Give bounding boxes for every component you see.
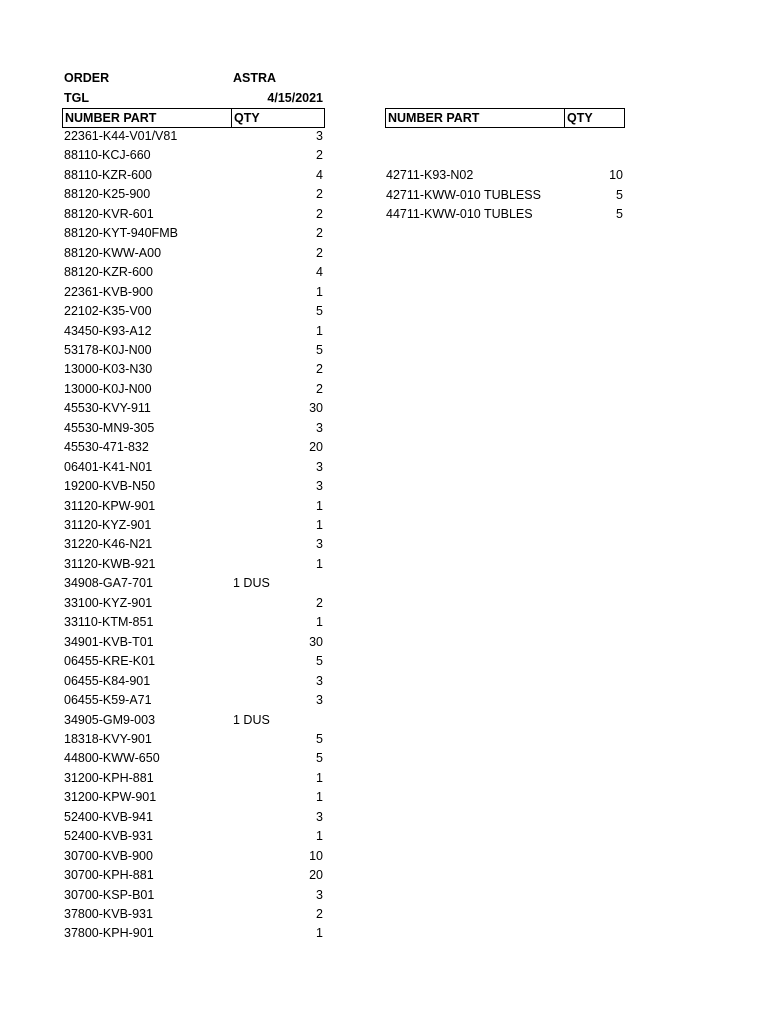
qty-cell: 2 — [316, 246, 323, 260]
part-number-cell: 06401-K41-N01 — [64, 460, 153, 474]
qty-cell: 1 — [316, 829, 323, 843]
qty-cell: 4 — [316, 168, 323, 182]
qty-cell: 3 — [316, 810, 323, 824]
left-col-number-part-header: NUMBER PART — [65, 111, 157, 125]
qty-cell: 5 — [616, 207, 623, 221]
qty-cell: 1 — [316, 324, 323, 338]
part-number-cell: 88110-KZR-600 — [64, 168, 153, 182]
part-number-cell: 45530-MN9-305 — [64, 421, 155, 435]
qty-cell: 3 — [316, 537, 323, 551]
qty-cell: 1 — [316, 615, 323, 629]
qty-cell: 30 — [309, 635, 323, 649]
qty-cell: 10 — [309, 849, 323, 863]
qty-cell: 5 — [316, 751, 323, 765]
part-number-cell: 34905-GM9-003 — [64, 713, 156, 727]
part-number-cell: 37800-KVB-931 — [64, 907, 153, 921]
part-number-cell: 88120-K25-900 — [64, 187, 151, 201]
qty-cell: 20 — [309, 868, 323, 882]
qty-cell: 1 DUS — [233, 713, 270, 727]
part-number-cell: 06455-K59-A71 — [64, 693, 152, 707]
qty-cell — [564, 147, 623, 166]
part-number-cell: 31200-KPH-881 — [64, 771, 154, 785]
part-number-cell: 42711-K93-N02 — [386, 168, 474, 182]
qty-cell: 3 — [316, 693, 323, 707]
qty-cell: 1 — [316, 285, 323, 299]
qty-cell: 1 — [316, 771, 323, 785]
part-number-cell: 19200-KVB-N50 — [64, 479, 156, 493]
part-number-cell: 22361-K44-V01/V81 — [64, 129, 178, 143]
qty-cell: 3 — [316, 460, 323, 474]
part-number-cell: 33100-KYZ-901 — [64, 596, 153, 610]
qty-cell: 2 — [316, 187, 323, 201]
part-number-cell: 88120-KWW-A00 — [64, 246, 162, 260]
part-number-cell: 06455-KRE-K01 — [64, 654, 156, 668]
part-number-cell: 34908-GA7-701 — [64, 576, 153, 590]
qty-cell: 5 — [316, 732, 323, 746]
qty-cell: 20 — [309, 440, 323, 454]
qty-cell: 2 — [316, 382, 323, 396]
qty-cell: 1 — [316, 926, 323, 940]
part-number-cell: 42711-KWW-010 TUBLESS — [386, 188, 541, 202]
left-table-header — [62, 108, 325, 128]
part-number-cell: 30700-KSP-B01 — [64, 888, 155, 902]
qty-cell: 5 — [316, 654, 323, 668]
part-number-cell: 88120-KVR-601 — [64, 207, 154, 221]
part-number-cell: 31120-KWB-921 — [64, 557, 156, 571]
right-col-qty-header: QTY — [567, 111, 593, 125]
part-number-cell: 30700-KPH-881 — [64, 868, 154, 882]
order-value: ASTRA — [233, 71, 277, 85]
qty-cell: 3 — [316, 129, 323, 143]
part-number-cell: 31200-KPW-901 — [64, 790, 157, 804]
qty-cell: 2 — [316, 148, 323, 162]
qty-cell: 1 — [316, 518, 323, 532]
part-number-cell: 43450-K93-A12 — [64, 324, 152, 338]
qty-cell: 2 — [316, 226, 323, 240]
part-number-cell: 88120-KYT-940FMB — [64, 226, 178, 240]
part-number-cell: 45530-471-832 — [64, 440, 149, 454]
part-number-cell: 13000-K0J-N00 — [64, 382, 152, 396]
qty-cell: 2 — [316, 207, 323, 221]
part-number-cell: 06455-K84-901 — [64, 674, 151, 688]
qty-cell: 1 — [316, 499, 323, 513]
qty-cell: 3 — [316, 479, 323, 493]
qty-cell: 3 — [316, 888, 323, 902]
part-number-cell: 30700-KVB-900 — [64, 849, 153, 863]
part-number-cell: 18318-KVY-901 — [64, 732, 152, 746]
part-number-cell: 44711-KWW-010 TUBLES — [386, 207, 533, 221]
part-number-cell: 37800-KPH-901 — [64, 926, 154, 940]
order-label: ORDER — [64, 71, 110, 85]
qty-cell: 2 — [316, 362, 323, 376]
part-number-cell: 31220-K46-N21 — [64, 537, 153, 551]
part-number-cell: 22102-K35-V00 — [64, 304, 152, 318]
qty-cell: 10 — [609, 168, 623, 182]
date-label: TGL — [64, 91, 89, 105]
qty-cell: 30 — [309, 401, 323, 415]
part-number-cell: 34901-KVB-T01 — [64, 635, 154, 649]
qty-cell: 3 — [316, 674, 323, 688]
part-number-cell: 31120-KPW-901 — [64, 499, 156, 513]
part-number-cell: 88120-KZR-600 — [64, 265, 153, 279]
qty-cell: 2 — [316, 907, 323, 921]
part-number-cell: 88110-KCJ-660 — [64, 148, 151, 162]
part-number-cell: 44800-KWW-650 — [64, 751, 160, 765]
qty-cell: 1 DUS — [233, 576, 270, 590]
date-value: 4/15/2021 — [267, 91, 323, 105]
right-col-number-part-header: NUMBER PART — [388, 111, 480, 125]
part-number-cell: 31120-KYZ-901 — [64, 518, 152, 532]
qty-cell: 5 — [316, 304, 323, 318]
part-number-cell: 22361-KVB-900 — [64, 285, 153, 299]
part-number-cell: 53178-K0J-N00 — [64, 343, 152, 357]
part-number-cell: 33110-KTM-851 — [64, 615, 154, 629]
qty-cell: 1 — [316, 790, 323, 804]
part-number-cell: 45530-KVY-911 — [64, 401, 151, 415]
part-number-cell: 52400-KVB-941 — [64, 810, 153, 824]
left-col-qty-header: QTY — [234, 111, 260, 125]
qty-cell: 2 — [316, 596, 323, 610]
qty-cell: 1 — [316, 557, 323, 571]
qty-cell: 3 — [316, 421, 323, 435]
qty-cell: 5 — [316, 343, 323, 357]
part-number-cell: 13000-K03-N30 — [64, 362, 153, 376]
qty-cell: 5 — [616, 188, 623, 202]
part-number-cell: 52400-KVB-931 — [64, 829, 153, 843]
qty-cell: 4 — [316, 265, 323, 279]
right-table-header — [385, 108, 625, 128]
